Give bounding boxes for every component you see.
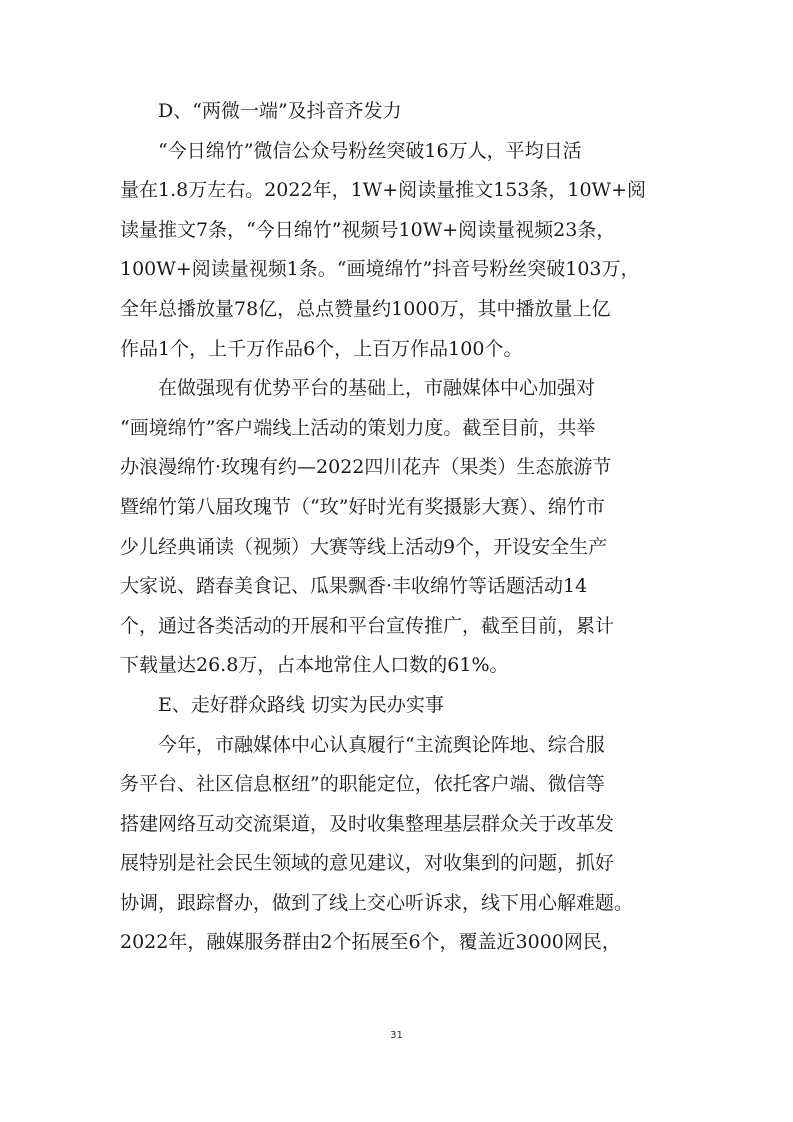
text-line: “画境绵竹”客户端线上活动的策划力度。截至目前，共举 [120, 416, 596, 439]
text-line: 在做强现有优势平台的基础上，市融媒体中心加强对 [158, 377, 596, 400]
text-line: 量在1.8万左右。2022年，1W+阅读量推文153条，10W+阅 [120, 179, 646, 202]
text-line: 2022年，融媒服务群由2个拓展至6个，覆盖近3000网民， [120, 931, 621, 954]
paragraph-public-service [120, 726, 678, 964]
paragraph-wechat-stats [120, 132, 678, 370]
document-body [120, 92, 678, 963]
text-line: 个，通过各类活动的开展和平台宣传推广，截至目前，累计 [120, 614, 615, 637]
text-line: “今日绵竹”微信公众号粉丝突破16万人，平均日活 [158, 139, 582, 162]
section-heading-e: E、走好群众路线 切实为民办实事 [158, 693, 444, 716]
text-line: 读量推文7条，“今日绵竹”视频号10W+阅读量视频23条， [120, 218, 616, 241]
text-line: 下载量达26.8万，占本地常住人口数的61%。 [120, 654, 509, 677]
text-line: 作品1个，上千万作品6个，上百万作品100个。 [120, 337, 523, 360]
page-number: 31 [390, 1030, 403, 1041]
text-line: 今年，市融媒体中心认真履行“主流舆论阵地、综合服 [158, 733, 605, 756]
paragraph-online-activities [120, 369, 678, 686]
text-line: 全年总播放量78亿，总点赞量约1000万，其中播放量上亿 [120, 297, 611, 320]
text-line: 搭建网络互动交流渠道，及时收集整理基层群众关于改革发 [120, 812, 615, 835]
text-line: 办浪漫绵竹·玫瑰有约—2022四川花卉（果类）生态旅游节 [120, 456, 612, 479]
text-line: 务平台、社区信息枢纽”的职能定位，依托客户端、微信等 [120, 773, 605, 796]
text-line: 协调，跟踪督办，做到了线上交心听诉求，线下用心解难题。 [120, 891, 634, 914]
text-line: 展特别是社会民生领域的意见建议，对收集到的问题，抓好 [120, 852, 615, 875]
text-line: 大家说、踏春美食记、瓜果飘香·丰收绵竹等话题活动14 [120, 575, 588, 598]
section-heading-d: D、“两微一端”及抖音齐发力 [158, 100, 402, 122]
text-line: 少儿经典诵读（视频）大赛等线上活动9个，开设安全生产 [120, 535, 608, 558]
text-line: 暨绵竹第八届玫瑰节（“玫”好时光有奖摄影大赛）、绵竹市 [120, 495, 605, 518]
text-line: 100W+阅读量视频1条。“画境绵竹”抖音号粉丝突破103万， [120, 258, 640, 281]
